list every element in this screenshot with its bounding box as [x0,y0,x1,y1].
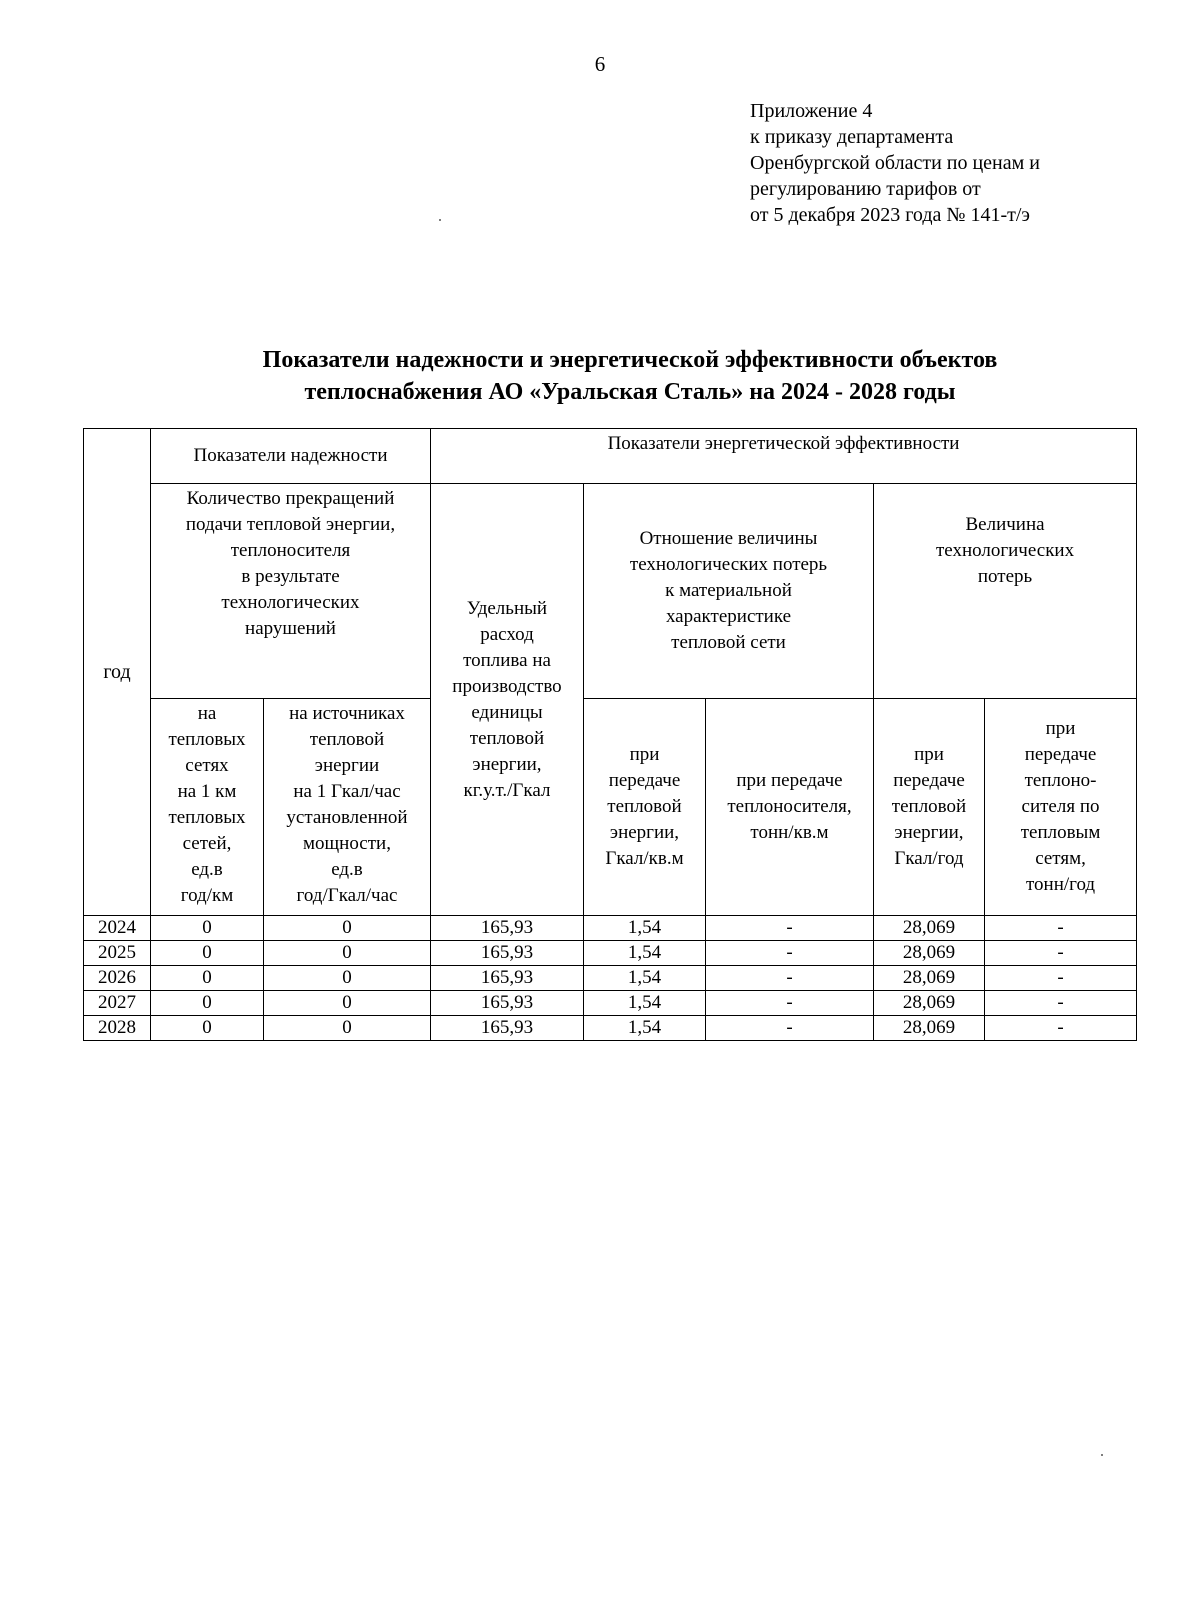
header-on-sources: на источниках тепловой энергии на 1 Гкал/час установленной мощности, ед.в год/Гкал/час [264,699,431,916]
document-title-line: теплоснабжения АО «Уральская Сталь» на 2024 - 2028 годы [304,379,956,405]
cell-ratio-heat: 1,54 [584,916,706,941]
cell-sources: 0 [264,991,431,1016]
cell-fuel: 165,93 [431,966,584,991]
table-row [84,991,1137,1016]
cell-fuel: 165,93 [431,1016,584,1041]
cell-ratio-carrier: - [706,941,874,966]
header-interruptions: Количество прекращений подачи тепловой энергии, теплоносителя в результате технологических нарушений [151,484,431,699]
cell-fuel: 165,93 [431,916,584,941]
cell-sources: 0 [264,1016,431,1041]
cell-fuel: 165,93 [431,941,584,966]
cell-loss-carrier: - [985,916,1137,941]
document-title [60,344,1200,408]
document-title-line: Показатели надежности и энергетической эффективности объектов [262,347,998,373]
table-row [84,966,1137,991]
cell-networks: 0 [151,1016,264,1041]
table-row [84,1016,1137,1041]
cell-ratio-heat: 1,54 [584,991,706,1016]
cell-networks: 0 [151,966,264,991]
cell-loss-carrier: - [985,991,1137,1016]
header-ratio-heat: при передаче тепловой энергии, Гкал/кв.м [584,699,706,916]
cell-year: 2025 [84,941,151,966]
header-loss-carrier: при передаче теплоно- сителя по тепловым сетям, тонн/год [985,699,1137,916]
cell-year: 2028 [84,1016,151,1041]
cell-loss-heat: 28,069 [874,1016,985,1041]
appendix-line: Приложение 4 [750,100,873,122]
appendix-line: к приказу департамента [750,126,954,148]
cell-ratio-carrier: - [706,916,874,941]
cell-year: 2027 [84,991,151,1016]
cell-loss-carrier: - [985,1016,1137,1041]
cell-loss-heat: 28,069 [874,966,985,991]
header-efficiency-group: Показатели энергетической эффективности [431,429,1137,484]
cell-ratio-carrier: - [706,1016,874,1041]
cell-sources: 0 [264,916,431,941]
cell-sources: 0 [264,941,431,966]
table-body [84,916,1137,1041]
cell-networks: 0 [151,941,264,966]
cell-loss-heat: 28,069 [874,941,985,966]
appendix-line: Оренбургской области по ценам и [750,152,1040,174]
cell-networks: 0 [151,991,264,1016]
cell-ratio-heat: 1,54 [584,966,706,991]
header-loss-value: Величина технологических потерь [874,484,1137,699]
scan-speck [1101,1454,1103,1456]
indicators-table [83,428,1137,1041]
page-number: 6 [594,52,606,76]
table-row [84,941,1137,966]
cell-networks: 0 [151,916,264,941]
cell-ratio-carrier: - [706,966,874,991]
cell-loss-heat: 28,069 [874,991,985,1016]
appendix-line: регулированию тарифов от [750,178,981,200]
header-on-networks: на тепловых сетях на 1 км тепловых сетей, ед.в год/км [151,699,264,916]
cell-ratio-heat: 1,54 [584,941,706,966]
table-row [84,916,1137,941]
header-loss-ratio: Отношение величины технологических потерь к материальной характеристике тепловой сети [584,484,874,699]
cell-ratio-heat: 1,54 [584,1016,706,1041]
appendix-line: от 5 декабря 2023 года № 141-т/э [750,204,1030,226]
header-specific-fuel: Удельный расход топлива на производство единицы тепловой энергии, кг.у.т./Гкал [431,484,584,916]
cell-loss-carrier: - [985,966,1137,991]
cell-loss-carrier: - [985,941,1137,966]
appendix-note [750,98,1170,228]
header-year: год [84,429,151,916]
cell-sources: 0 [264,966,431,991]
header-reliability-group: Показатели надежности [151,429,431,484]
cell-year: 2024 [84,916,151,941]
header-ratio-carrier: при передаче теплоносителя, тонн/кв.м [706,699,874,916]
scan-speck [439,219,441,221]
cell-year: 2026 [84,966,151,991]
cell-loss-heat: 28,069 [874,916,985,941]
cell-ratio-carrier: - [706,991,874,1016]
header-loss-heat: при передаче тепловой энергии, Гкал/год [874,699,985,916]
cell-fuel: 165,93 [431,991,584,1016]
